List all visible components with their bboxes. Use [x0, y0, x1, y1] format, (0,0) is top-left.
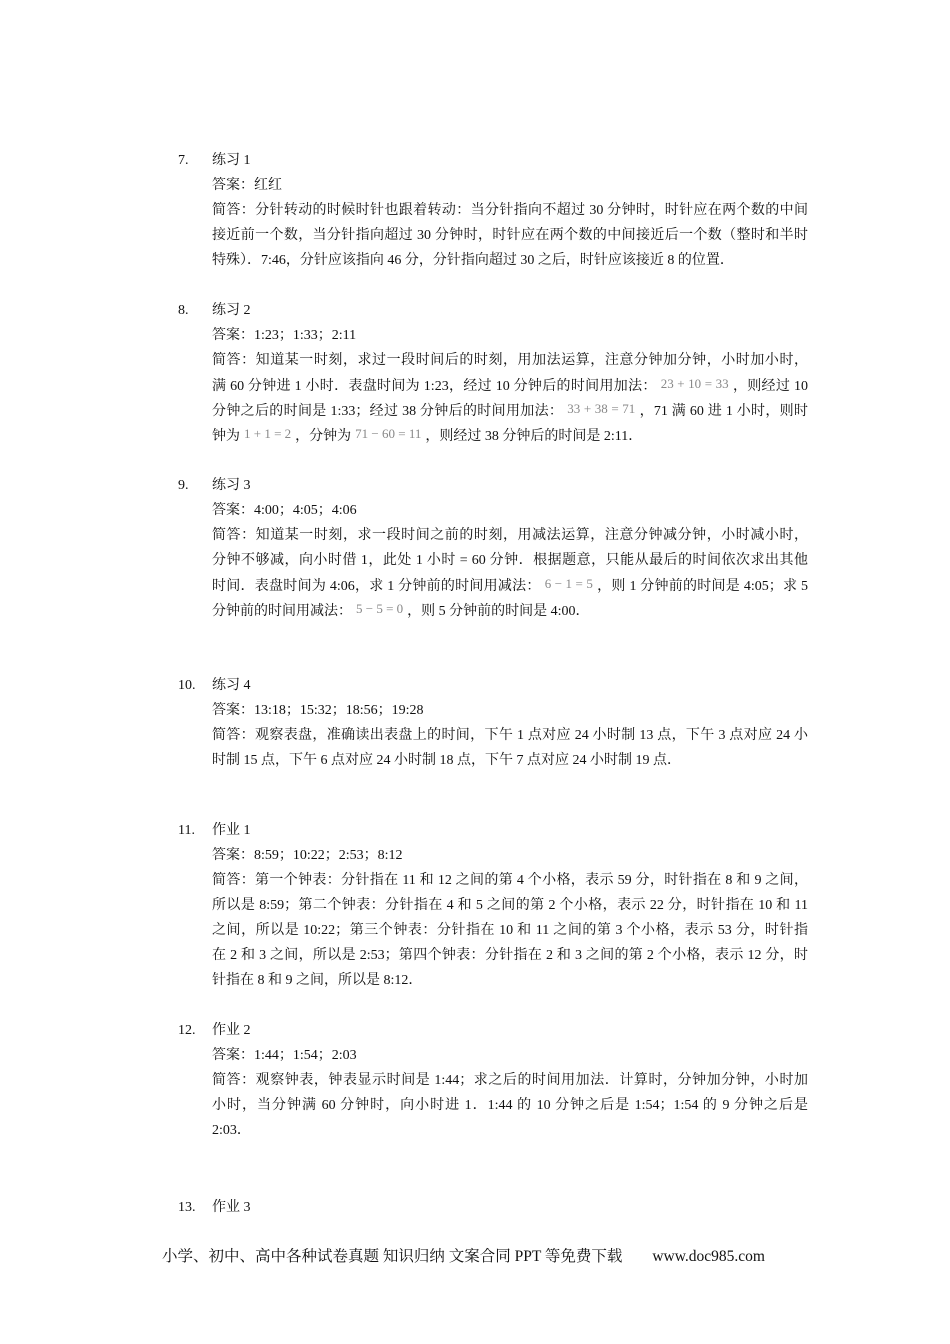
text-segment: 答案：1:23；1:33；2:11 [212, 328, 357, 343]
explanation-line [212, 523, 808, 548]
math-formula: 1 + 1 = 2 [244, 426, 292, 441]
text-segment: 作业 2 [212, 1023, 251, 1038]
text-segment: 小时，当分钟满 60 分钟时，向小时进 1．1:44 的 10 分钟之后是 1:54；1:54 的 9 分钟之后是 [212, 1098, 808, 1113]
item-title [212, 148, 808, 173]
explanation-line [212, 1093, 808, 1118]
text-segment: ，71 满 60 进 1 小时，则时 [639, 404, 808, 419]
text-segment: 简答：分针转动的时候时针也跟着转动：当分针指向不超过 30 分钟时，时针应在两个数的中间 [212, 203, 808, 218]
math-formula: 6 − 1 = 5 [544, 576, 593, 591]
item-number: 7. [178, 153, 189, 168]
item-title [212, 1018, 808, 1043]
text-segment: 时间．表盘时间为 4:06，求 1 分钟前的时间用减法： [212, 579, 541, 594]
explanation-line [212, 423, 808, 449]
answer-line [212, 698, 808, 723]
text-segment: 在 2 和 3 之间，所以是 2:53；第四个钟表：分针指在 2 和 3 之间的第 2 个小格，表示 12 分，时 [212, 948, 808, 963]
answer-line [212, 173, 808, 198]
explanation-line [212, 723, 808, 748]
explanation-line [212, 373, 808, 398]
explanation-line [212, 348, 808, 373]
explanation-line [212, 868, 808, 893]
answer-line [212, 323, 808, 348]
explanation-line [212, 223, 808, 248]
text-segment: 作业 3 [212, 1200, 251, 1215]
text-segment: 之间，所以是 10:22；第三个钟表：分针指在 10 和 11 之间的第 3 个小格，表示 53 分，时针指 [212, 923, 808, 938]
math-formula: 5 − 5 = 0 [356, 601, 404, 616]
item-number: 11. [178, 823, 195, 838]
text-segment: 答案：13:18；15:32；18:56；19:28 [212, 703, 424, 718]
text-segment: 作业 1 [212, 823, 251, 838]
footer-text: 小学、初中、高中各种试卷真题 知识归纳 文案合同 PPT 等免费下载 [162, 1248, 623, 1265]
text-segment: 分钟之后的时间是 1:33；经过 38 分钟后的时间用加法： [212, 404, 564, 419]
item-number: 12. [178, 1023, 196, 1038]
text-segment: 满 60 分钟进 1 小时．表盘时间为 1:23，经过 10 分钟后的时间用加法： [212, 379, 657, 394]
text-segment: 简答：观察表盘，准确读出表盘上的时间，下午 1 点对应 24 小时制 13 点，下午 3 点对应 24 小 [212, 728, 808, 743]
text-segment: 简答：观察钟表，钟表显示时间是 1:44；求之后的时间用加法．计算时，分钟加分钟，小时加 [212, 1073, 808, 1088]
text-segment: 分钟不够减，向小时借 1，此处 1 小时 = 60 分钟．根据题意，只能从最后的时间依次求出其他 [212, 553, 808, 568]
explanation-line [212, 968, 808, 993]
text-segment: ，分钟为 [295, 429, 352, 444]
text-segment: 2:03． [212, 1123, 251, 1138]
item-number: 8. [178, 303, 189, 318]
page-footer [162, 1244, 765, 1269]
explanation-line [212, 573, 808, 598]
text-segment: 答案：4:00；4:05；4:06 [212, 503, 357, 518]
explanation-line [212, 248, 808, 273]
text-segment: 所以是 8:59；第二个钟表：分针指在 4 和 5 之间的第 2 个小格，表示 22 分，时针指在 10 和 11 [212, 898, 808, 913]
text-segment: 特殊）．7:46，分针应该指向 46 分，分针指向超过 30 之后，时针应该接近 8 的位置． [212, 253, 734, 268]
text-segment: 针指在 8 和 9 之间，所以是 8:12． [212, 973, 423, 988]
item-title [212, 1195, 808, 1220]
text-segment: ，则 1 分钟前的时间是 4:05；求 5 [596, 579, 808, 594]
explanation-line [212, 893, 808, 918]
math-formula: 23 + 10 = 33 [660, 376, 729, 391]
explanation-line [212, 598, 808, 624]
item-title [212, 473, 808, 498]
text-segment: 答案：1:44；1:54；2:03 [212, 1048, 357, 1063]
text-segment: 答案：8:59；10:22；2:53；8:12 [212, 848, 403, 863]
explanation-line [212, 398, 808, 423]
text-segment: 钟为 [212, 429, 240, 444]
explanation-line [212, 1118, 808, 1143]
item-title [212, 298, 808, 323]
item-title [212, 673, 808, 698]
math-formula: 71 − 60 = 11 [355, 426, 422, 441]
item-title [212, 818, 808, 843]
text-segment: 简答：知道某一时刻，求过一段时间后的时刻，用加法运算，注意分钟加分钟，小时加小时， [212, 353, 808, 368]
text-segment: 练习 1 [212, 153, 251, 168]
explanation-line [212, 918, 808, 943]
answer-line [212, 843, 808, 868]
text-segment: 接近前一个数，当分针指向超过 30 分钟时，时针应在两个数的中间接近后一个数（整时和半时 [212, 228, 808, 243]
text-segment: 时制 15 点，下午 6 点对应 24 小时制 18 点，下午 7 点对应 24 小时制 19 点． [212, 753, 681, 768]
footer-url: www.doc985.com [652, 1248, 765, 1265]
explanation-line [212, 748, 808, 773]
text-segment: 答案：红红 [212, 178, 282, 193]
explanation-line [212, 1068, 808, 1093]
math-formula: 33 + 38 = 71 [567, 401, 636, 416]
item-number: 13. [178, 1200, 196, 1215]
item-number: 9. [178, 478, 189, 493]
answer-line [212, 498, 808, 523]
item-number: 10. [178, 678, 196, 693]
text-segment: ，则经过 38 分钟后的时间是 2:11． [425, 429, 643, 444]
text-segment: 简答：知道某一时刻，求一段时间之前的时刻，用减法运算，注意分钟减分钟，小时减小时， [212, 528, 808, 543]
answer-line [212, 1043, 808, 1068]
text-segment: 练习 3 [212, 478, 251, 493]
text-segment: 简答：第一个钟表：分针指在 11 和 12 之间的第 4 个小格，表示 59 分，时针指在 8 和 9 之间， [212, 873, 808, 888]
text-segment: 练习 2 [212, 303, 251, 318]
explanation-line [212, 548, 808, 573]
text-segment: 练习 4 [212, 678, 251, 693]
text-segment: ，则 5 分钟前的时间是 4:00． [407, 604, 590, 619]
explanation-line [212, 198, 808, 223]
text-segment: ，则经过 10 [732, 379, 808, 394]
text-segment: 分钟前的时间用减法： [212, 604, 352, 619]
explanation-line [212, 943, 808, 968]
